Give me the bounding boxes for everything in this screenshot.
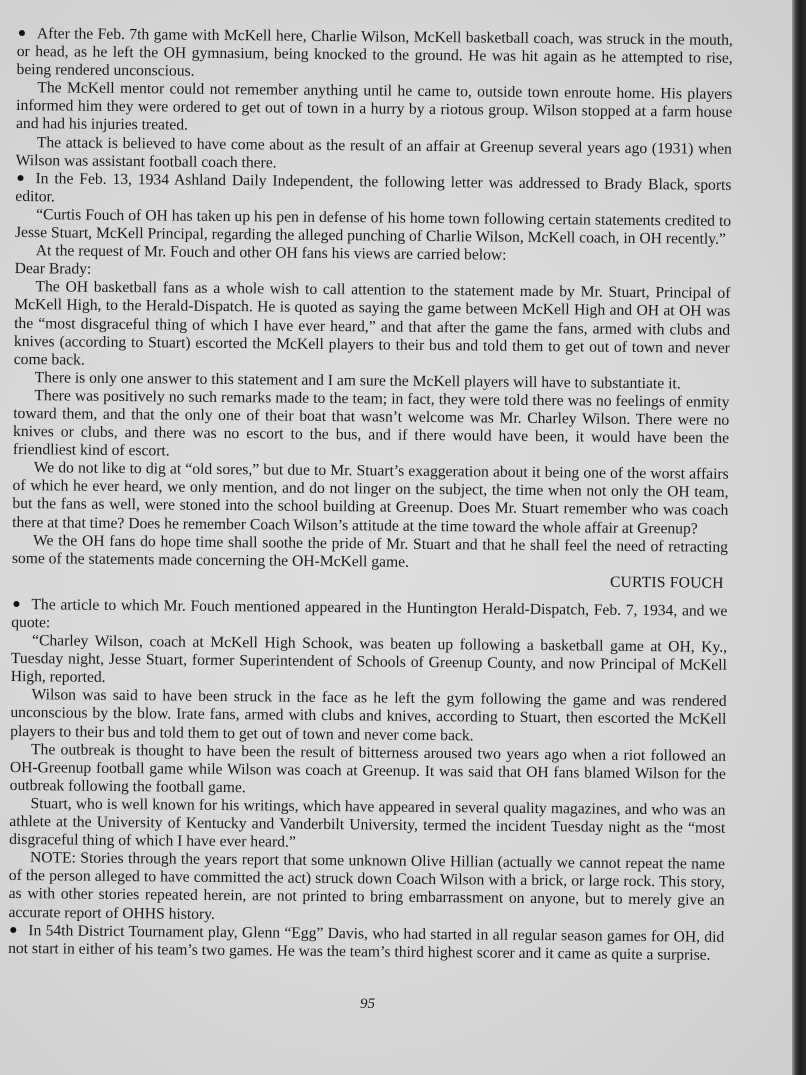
bullet-icon	[13, 601, 19, 607]
bullet-paragraph	[8, 922, 724, 965]
paragraph: We the OH fans do hope time shall soothe the pride of Mr. Stuart and that he shall feel the need of retracting some of the statements made concerning the OH-McKell game.	[11, 531, 729, 571]
letter-salutation: Dear Brady:	[14, 260, 92, 278]
paragraph: The OH basketball fans as a whole wish to call attention to the statement made by Mr. Stuart, Principal of McKell High, to the Herald-Dispatch. He is quoted as saying the game between McKell High and OH at OH was the “most disgraceful thing of which I have ever heard,” and that after the game the fans, armed with clubs and knives (according to Stuart) escorted the McKell players to their bus and told them to get out of town and never come back.	[13, 278, 731, 369]
paragraph-text: In the Feb. 13, 1934 Ashland Daily Independent, the following letter was addressed to Brady Black, sports editor.	[15, 169, 732, 206]
paragraph: We do not like to dig at “old sores,” but due to Mr. Stuart’s exaggeration about it being one of the worst affairs of which he ever heard, we only mention, and do not linger on the subject, the time when not only the OH team, but the fans as well, were stoned into the school building at Greenup. Does Mr. Stuart remember who was coach there at that time? Does he remember Coach Wilson’s attitude at the time toward the whole affair at Greenup?	[12, 459, 729, 538]
bullet-paragraph	[16, 25, 732, 86]
bullet-icon	[10, 927, 16, 933]
paragraph: There was positively no such remarks made to the team; in fact, they were told there was no feelings of enmity toward them, and that the only one of their boat that wasn’t welcome was Mr. Charley Wilson. There were no knives or clubs, and there was no escort to the bus, and if there would have been, it would have been the friendliest kind of escort.	[12, 387, 730, 460]
paragraph-text: After the Feb. 7th game with McKell here, Charlie Wilson, McKell basketball coach, was struck in the mouth, or head, as he left the OH gymnasium, being knocked to the ground. He was hit again as he attempted to rise, being rendered unconscious.	[16, 25, 733, 80]
paragraph: The outbreak is thought to have been the result of bitterness aroused two years ago when a riot followed an OH-Greenup football game while Wilson was coach at Greenup. It was said that OH fans blamed Wilson for the outbreak following the football game.	[9, 740, 727, 797]
page-number: 95	[360, 996, 375, 1012]
letter-signature: CURTIS FOUCH	[609, 573, 724, 592]
paragraph-text: The article to which Mr. Fouch mentioned appeared in the Huntington Herald-Dispatch, Feb. 7, 1934, and we quote:	[11, 596, 728, 632]
paragraph: “Curtis Fouch of OH has taken up his pen in defense of his home town following certain statements credited to Jesse Stuart, McKell Principal, regarding the alleged punching of Charlie Wilson, McKell coach, in OH recently.”	[14, 206, 732, 248]
paragraph: There is only one answer to this statement and I am sure the McKell players will have to substantiate it.	[34, 368, 681, 393]
book-binding-edge	[792, 0, 806, 1075]
paragraph: The McKell mentor could not remember anything until he came to, outside town enroute home. His players informed him they were ordered to get out of town in a hurry by a riotous group. Wilson stopped at a farm house and had his injuries treated.	[15, 79, 733, 135]
paragraph: Wilson was said to have been struck in the face as he left the gym following the game and was rendered unconscious by the blow. Irate fans, armed with clubs and knives, according to Stuart, then escorted the McKell players to their bus and told them to get out of town and never come back.	[10, 686, 727, 744]
paragraph: Stuart, who is well known for his writings, which have appeared in several quality magazines, and who was an athlete at the University of Kentucky and Vanderbilt University, termed the incident Tuesday night as the “most disgraceful thing of which I have ever heard.”	[9, 795, 726, 851]
paragraph: At the request of Mr. Fouch and other OH fans his views are carried below:	[35, 242, 507, 264]
paragraph-text: In 54th District Tournament play, Glenn “Egg” Davis, who had started in all regular season games for OH, did not start in either of his team’s two games. He was the team’s third highest scorer and it came as quite a surprise.	[8, 921, 725, 964]
bullet-icon	[19, 30, 25, 36]
paragraph: “Charley Wilson, coach at McKell High Schook, was beaten up following a basketball game at OH, Ky., Tuesday night, Jesse Stuart, former Superintendent of Schools of Greenup County, and now Principal of McKell High, reported.	[10, 632, 728, 687]
paragraph: The attack is believed to have come about as the result of an affair at Greenup several years ago (1931) when Wilson was assistant football coach there.	[15, 133, 732, 172]
note-paragraph: NOTE: Stories through the years report that some unknown Olive Hillian (actually we cannot repeat the name of the person alleged to have committed the act) struck down Coach Wilson with a brick, or large rock. This story, as with other stories repeated herein, are not printed to bring embarrassment on anyone, but to merely give an accurate report of OHHS history.	[8, 849, 726, 923]
page-body	[8, 25, 733, 965]
bullet-icon	[18, 175, 24, 181]
